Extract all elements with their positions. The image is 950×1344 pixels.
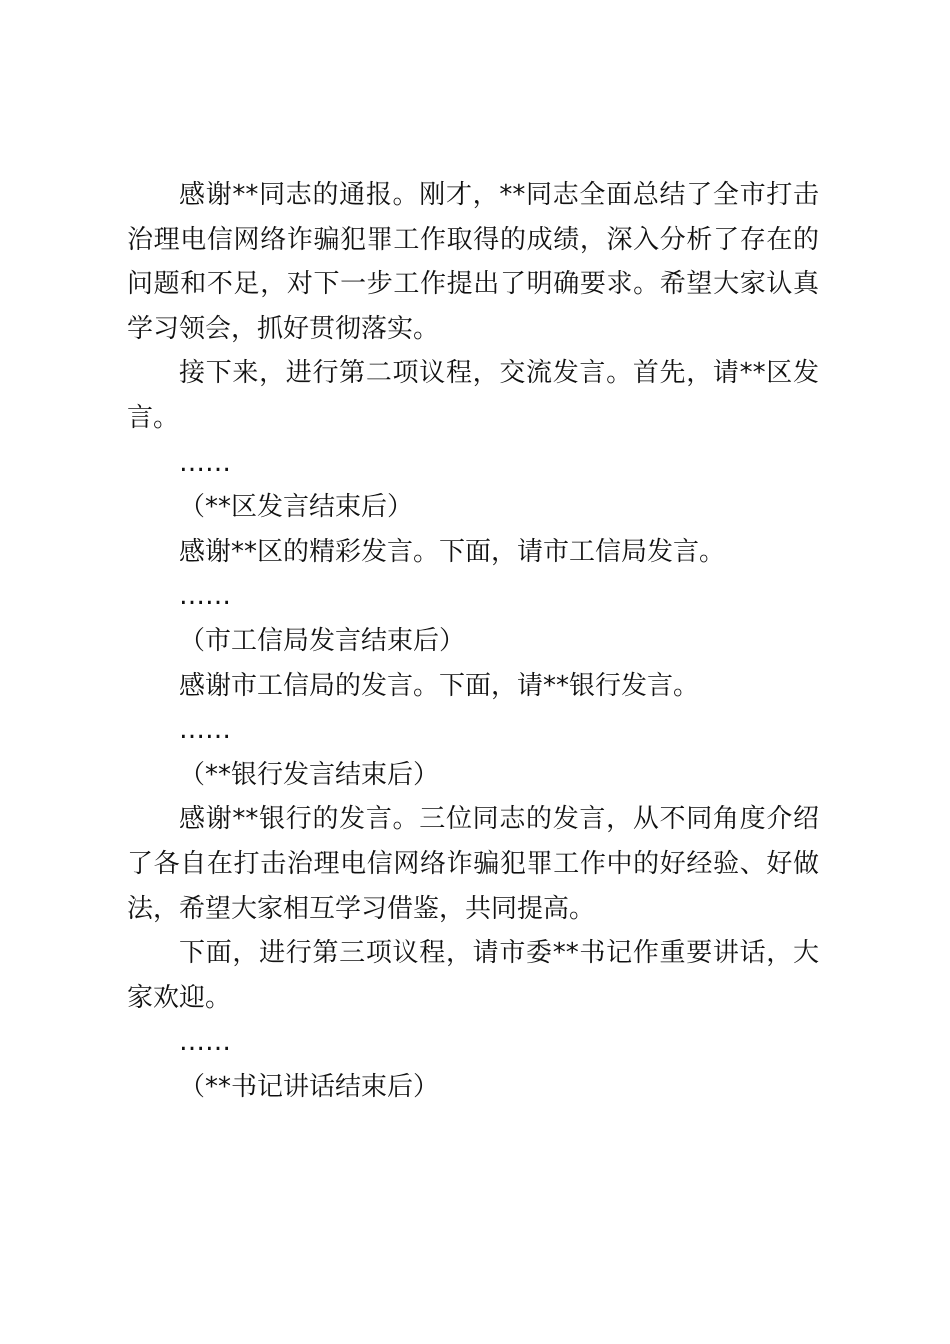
paragraph-thanks-district: 感谢**区的精彩发言。下面，请市工信局发言。	[179, 536, 726, 567]
paragraph-thanks-bureau: 感谢市工信局的发言。下面，请**银行发言。	[179, 670, 700, 701]
ellipsis-line: ……	[179, 1027, 231, 1058]
stage-note-bureau: （市工信局发言结束后）	[179, 625, 466, 656]
ellipsis-line: ……	[179, 581, 231, 612]
ellipsis-line: ……	[179, 447, 231, 478]
ellipsis-line: ……	[179, 715, 231, 746]
document-body	[127, 173, 819, 1109]
paragraph-summary-thanks: 感谢**同志的通报。刚才，**同志全面总结了全市打击治理电信网络诈骗犯罪工作取得的成绩，深入分析了存在的问题和不足，对下一步工作提出了明确要求。希望大家认真学习领会，抓好贯彻落实。	[127, 180, 819, 344]
paragraph-agenda-three: 下面，进行第三项议程，请市委**书记作重要讲话，大家欢迎。	[127, 938, 819, 1013]
stage-note-district: （**区发言结束后）	[179, 492, 414, 523]
stage-note-secretary: （**书记讲话结束后）	[179, 1071, 440, 1102]
paragraph-thanks-bank: 感谢**银行的发言。三位同志的发言，从不同角度介绍了各自在打击治理电信网络诈骗犯罪工作中的好经验、好做法，希望大家相互学习借鉴，共同提高。	[127, 804, 819, 924]
paragraph-agenda-two: 接下来，进行第二项议程，交流发言。首先，请**区发言。	[127, 358, 819, 433]
stage-note-bank: （**银行发言结束后）	[179, 759, 440, 790]
